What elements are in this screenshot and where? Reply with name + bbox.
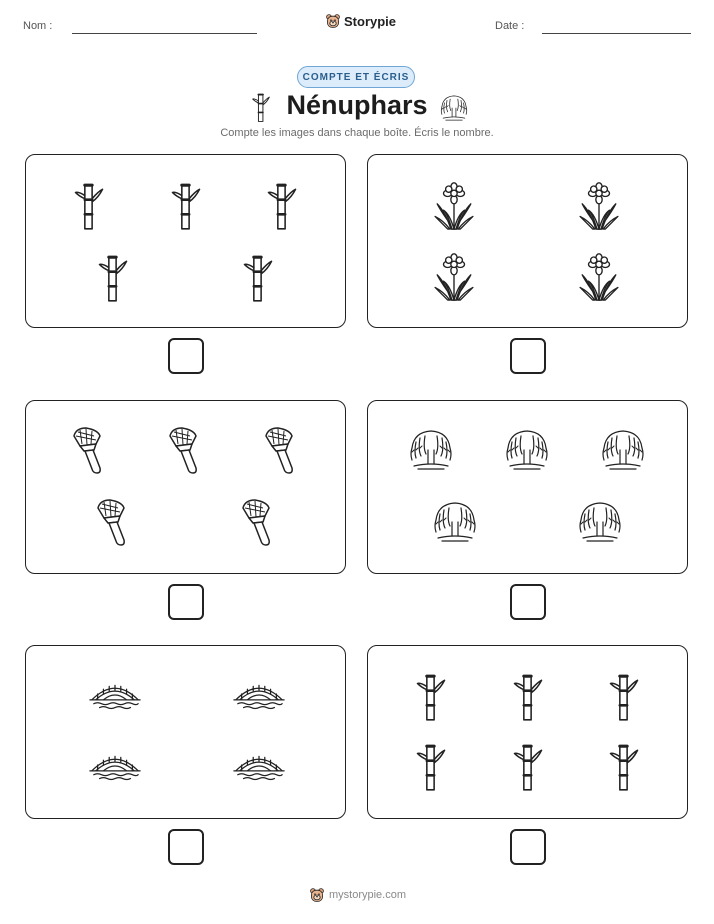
answer-box-5[interactable]: [168, 829, 204, 865]
willow-tree-icon: [430, 499, 480, 545]
willow-tree-icon: [575, 499, 625, 545]
arched-bridge-icon: [232, 749, 286, 783]
willow-tree-icon: [406, 427, 456, 473]
arched-bridge-icon: [88, 749, 142, 783]
count-panel-4: [367, 400, 688, 574]
count-panel-3: [25, 400, 346, 574]
date-field[interactable]: [542, 33, 691, 34]
willow-tree-icon: [438, 94, 470, 122]
bamboo-icon: [265, 181, 299, 233]
daffodil-icon: [433, 180, 475, 234]
answer-box-2[interactable]: [510, 338, 546, 374]
answer-box-3[interactable]: [168, 584, 204, 620]
bear-logo-icon: [309, 887, 325, 903]
bamboo-icon: [241, 253, 275, 305]
bamboo-icon: [169, 181, 203, 233]
count-panel-1: [25, 154, 346, 328]
paintbrush-icon: [70, 425, 110, 477]
brand-logo: [325, 13, 396, 29]
paintbrush-icon: [262, 425, 302, 477]
paintbrush-icon: [166, 425, 206, 477]
answer-box-4[interactable]: [510, 584, 546, 620]
answer-box-6[interactable]: [510, 829, 546, 865]
paintbrush-icon: [94, 497, 134, 549]
bamboo-icon: [414, 672, 448, 724]
activity-badge: COMPTE ET ÉCRIS: [297, 66, 415, 88]
footer-url[interactable]: mystorypie.com: [329, 889, 407, 901]
count-panel-2: [367, 154, 688, 328]
daffodil-icon: [578, 180, 620, 234]
bamboo-icon: [72, 181, 106, 233]
name-label: Nom :: [23, 20, 53, 32]
date-label: Date :: [495, 20, 525, 32]
bamboo-icon: [414, 742, 448, 794]
bear-logo-icon: [325, 13, 341, 29]
daffodil-icon: [433, 251, 475, 305]
bamboo-icon: [607, 742, 641, 794]
bamboo-icon: [511, 742, 545, 794]
instructions: Compte les images dans chaque boîte. Écris le nombre.: [220, 127, 494, 139]
answer-box-1[interactable]: [168, 338, 204, 374]
name-field[interactable]: [72, 33, 257, 34]
brand-name: Storypie: [344, 13, 397, 29]
arched-bridge-icon: [88, 678, 142, 712]
bamboo-icon: [607, 672, 641, 724]
count-panel-5: [25, 645, 346, 819]
bamboo-icon: [511, 672, 545, 724]
page-title: Nénuphars: [286, 90, 428, 120]
willow-tree-icon: [502, 427, 552, 473]
willow-tree-icon: [598, 427, 648, 473]
paintbrush-icon: [239, 497, 279, 549]
count-panel-6: [367, 645, 688, 819]
arched-bridge-icon: [232, 678, 286, 712]
footer: [309, 887, 406, 903]
daffodil-icon: [578, 251, 620, 305]
bamboo-icon: [96, 253, 130, 305]
